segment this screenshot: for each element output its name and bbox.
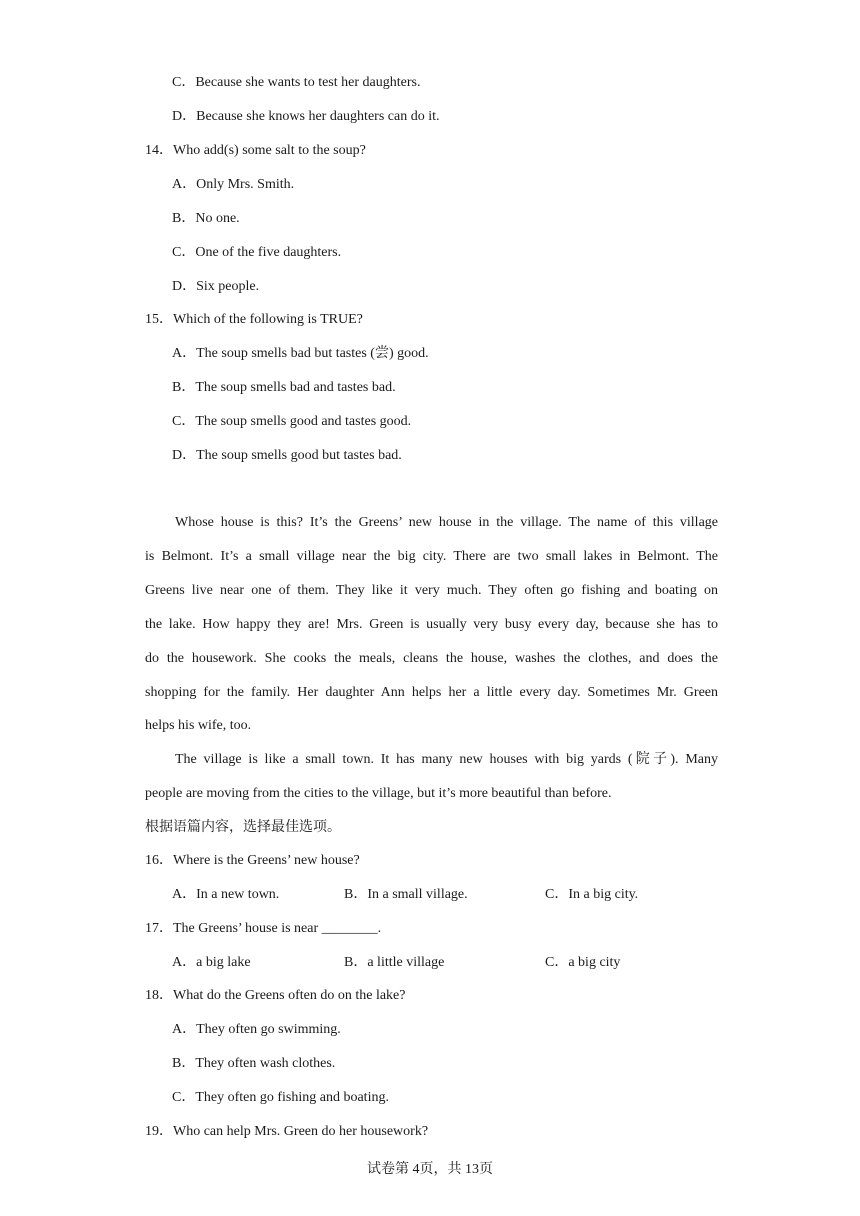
q16-option-b: B．In a small village.	[344, 887, 468, 902]
q18-question: 18．What do the Greens often do on the lake?	[145, 988, 406, 1003]
q14-question: 14．Who add(s) some salt to the soup?	[145, 143, 366, 158]
q18-option-c: C．They often go fishing and boating.	[172, 1090, 389, 1105]
q18-option-a: A．They often go swimming.	[172, 1022, 341, 1037]
passage-line: Greens live near one of them. They like it very much. They often go fishing and boating on	[145, 583, 718, 598]
passage-line: people are moving from the cities to the village, but it’s more beautiful than before.	[145, 786, 612, 801]
passage-line: Whose house is this? It’s the Greens’ new house in the village. The name of this village	[175, 515, 718, 530]
q14-option-b: B．No one.	[172, 211, 240, 226]
q15-option-c: C．The soup smells good and tastes good.	[172, 414, 412, 429]
instruction: 根据语篇内容，选择最佳选项。	[145, 820, 341, 835]
q15-option-d: D．The soup smells good but tastes bad.	[172, 448, 402, 463]
q15-option-b: B．The soup smells bad and tastes bad.	[172, 380, 396, 395]
q15-option-a: A．The soup smells bad but tastes (尝) good.	[172, 346, 429, 361]
q17-option-b: B．a little village	[344, 955, 445, 970]
page-footer: 试卷第 4页，共 13页	[367, 1162, 493, 1177]
q18-option-b: B．They often wash clothes.	[172, 1056, 336, 1071]
passage-line: The village is like a small town. It has many new houses with big yards (院子). Many	[175, 752, 718, 767]
q17-question: 17．The Greens’ house is near ________.	[145, 921, 382, 936]
q16-option-c: C．In a big city.	[545, 887, 639, 902]
passage-line: is Belmont. It’s a small village near the big city. There are two small lakes in Belmont. The	[145, 549, 718, 564]
q14-option-c: C．One of the five daughters.	[172, 245, 342, 260]
q16-option-a: A．In a new town.	[172, 887, 280, 902]
q14-option-a: A．Only Mrs. Smith.	[172, 177, 295, 192]
passage-line: helps his wife, too.	[145, 718, 252, 733]
passage-line: do the housework. She cooks the meals, cleans the house, washes the clothes, and does the	[145, 651, 718, 666]
q17-option-a: A．a big lake	[172, 955, 251, 970]
passage-line: shopping for the family. Her daughter Ann helps her a little every day. Sometimes Mr. Green	[145, 685, 718, 700]
q14-option-d: D．Six people.	[172, 279, 260, 294]
q17-option-c: C．a big city	[545, 955, 621, 970]
q16-question: 16．Where is the Greens’ new house?	[145, 853, 360, 868]
q19-question: 19．Who can help Mrs. Green do her housework?	[145, 1124, 429, 1139]
passage-line: the lake. How happy they are! Mrs. Green is usually very busy every day, because she has to	[145, 617, 718, 632]
q13-option-c: C．Because she wants to test her daughters.	[172, 75, 421, 90]
q13-option-d: D．Because she knows her daughters can do it.	[172, 109, 440, 124]
q15-question: 15．Which of the following is TRUE?	[145, 312, 363, 327]
